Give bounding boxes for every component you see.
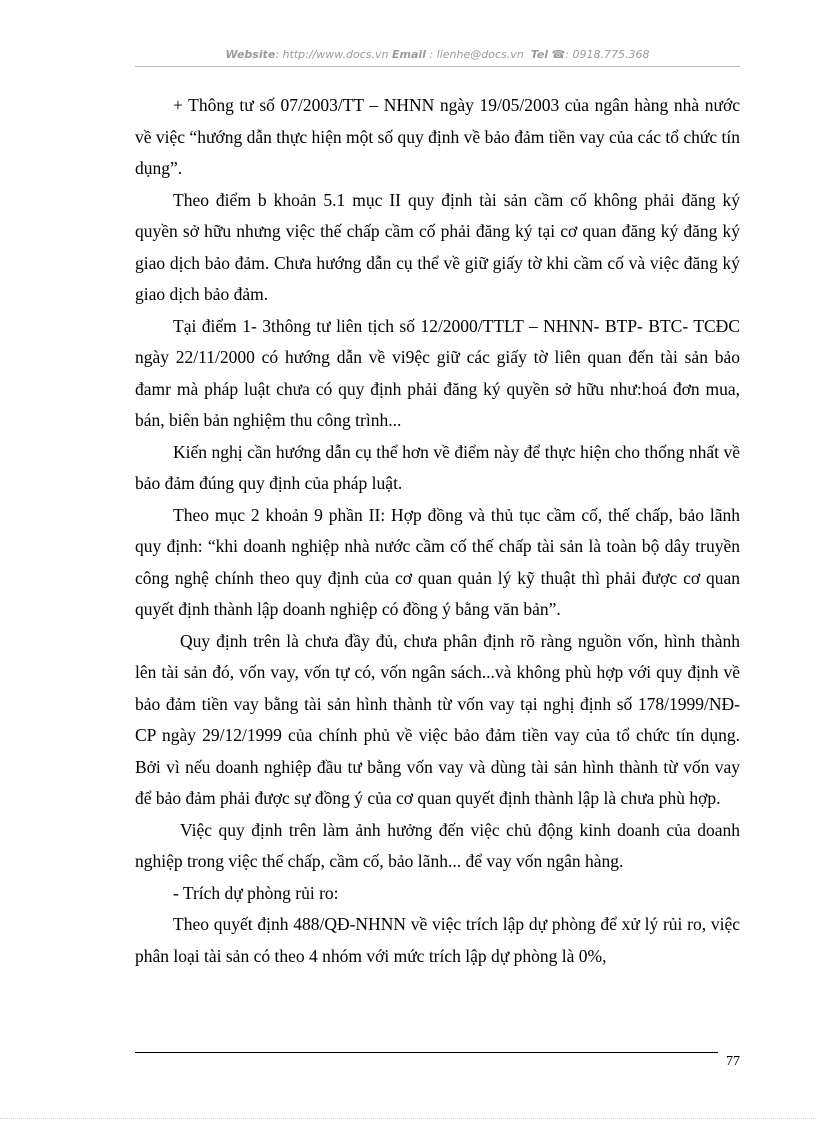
- paragraph: Việc quy định trên làm ảnh hưởng đến việc chủ động kinh doanh của doanh nghiệp trong việc thế chấp, cầm cố, bảo lãnh... để vay vốn ngân hàng.: [135, 819, 740, 871]
- tel-label: Tel: [530, 48, 549, 61]
- email-value: : lienhe@docs.vn: [425, 48, 524, 61]
- website-value: : http://www.docs.vn: [275, 48, 389, 61]
- phone-icon: ☎: [551, 48, 566, 61]
- tel-value: : 0918.775.368: [565, 48, 650, 61]
- paragraph: Theo điểm b khoản 5.1 mục II quy định tài sản cầm cố không phải đăng ký quyền sở hữu nhưng việc thế chấp cầm cố phải đăng ký tại cơ quan đăng ký đăng ký giao dịch bảo đảm. Chưa hướng dẫn cụ thể về giữ giấy tờ khi cầm cố và việc đăng ký giao dịch bảo đảm.: [135, 189, 740, 304]
- website-label: Website: [225, 48, 276, 61]
- document-body: [135, 90, 740, 972]
- email-label: Email: [392, 48, 426, 61]
- footer-divider: [135, 1052, 718, 1053]
- page-number: 77: [726, 1054, 740, 1069]
- page-bottom-border: [0, 1118, 816, 1119]
- paragraph: Theo quyết định 488/QĐ-NHNN về việc trích lập dự phòng để xử lý rủi ro, việc phân loại tài sản có theo 4 nhóm với mức trích lập dự phòng là 0%,: [135, 914, 740, 966]
- paragraph: + Thông tư số 07/2003/TT – NHNN ngày 19/05/2003 của ngân hàng nhà nước về việc “hướng dẫn thực hiện một số quy định về bảo đảm tiền vay của các tổ chức tín dụng”.: [135, 95, 740, 178]
- paragraph: Kiến nghị cần hướng dẫn cụ thể hơn về điểm này để thực hiện cho thống nhất về bảo đảm đúng quy định của pháp luật.: [135, 441, 740, 493]
- paragraph: Quy định trên là chưa đầy đủ, chưa phân định rõ ràng nguồn vốn, hình thành lên tài sản đó, vốn vay, vốn tự có, vốn ngân sách...và không phù hợp với quy định về bảo đảm tiền vay bằng tài sản hình thành từ vốn vay tại nghị định số 178/1999/NĐ-CP ngày 29/12/1999 của chính phủ về việc bảo đảm tiền vay của tổ chức tín dụng. Bởi vì nếu doanh nghiệp đầu tư bằng vốn vay và dùng tài sản hình thành từ vốn vay để bảo đảm phải được sự đồng ý của cơ quan quyết định thành lập là chưa phù hợp.: [135, 630, 740, 808]
- page-header: [135, 48, 740, 61]
- header-divider: [135, 66, 740, 67]
- paragraph: Theo mục 2 khoản 9 phần II: Hợp đồng và thủ tục cầm cố, thế chấp, bảo lãnh quy định: “khi doanh nghiệp nhà nước cầm cố thế chấp tài sản là toàn bộ dây truyền công nghệ chính theo quy định của cơ quan quản lý kỹ thuật thì phải được cơ quan quyết định thành lập doanh nghiệp có đồng ý bằng văn bản”.: [135, 504, 740, 619]
- paragraph: - Trích dự phòng rủi ro:: [173, 882, 339, 903]
- paragraph: Tại điểm 1- 3thông tư liên tịch số 12/2000/TTLT – NHNN- BTP- BTC- TCĐC ngày 22/11/2000 có hướng dẫn về vi9ệc giữ các giấy tờ liên quan đến tài sản bảo đamr mà pháp luật chưa có quy định phải đăng ký quyền sở hữu như:hoá đơn mua, bán, biên bản nghiệm thu công trình...: [135, 315, 740, 430]
